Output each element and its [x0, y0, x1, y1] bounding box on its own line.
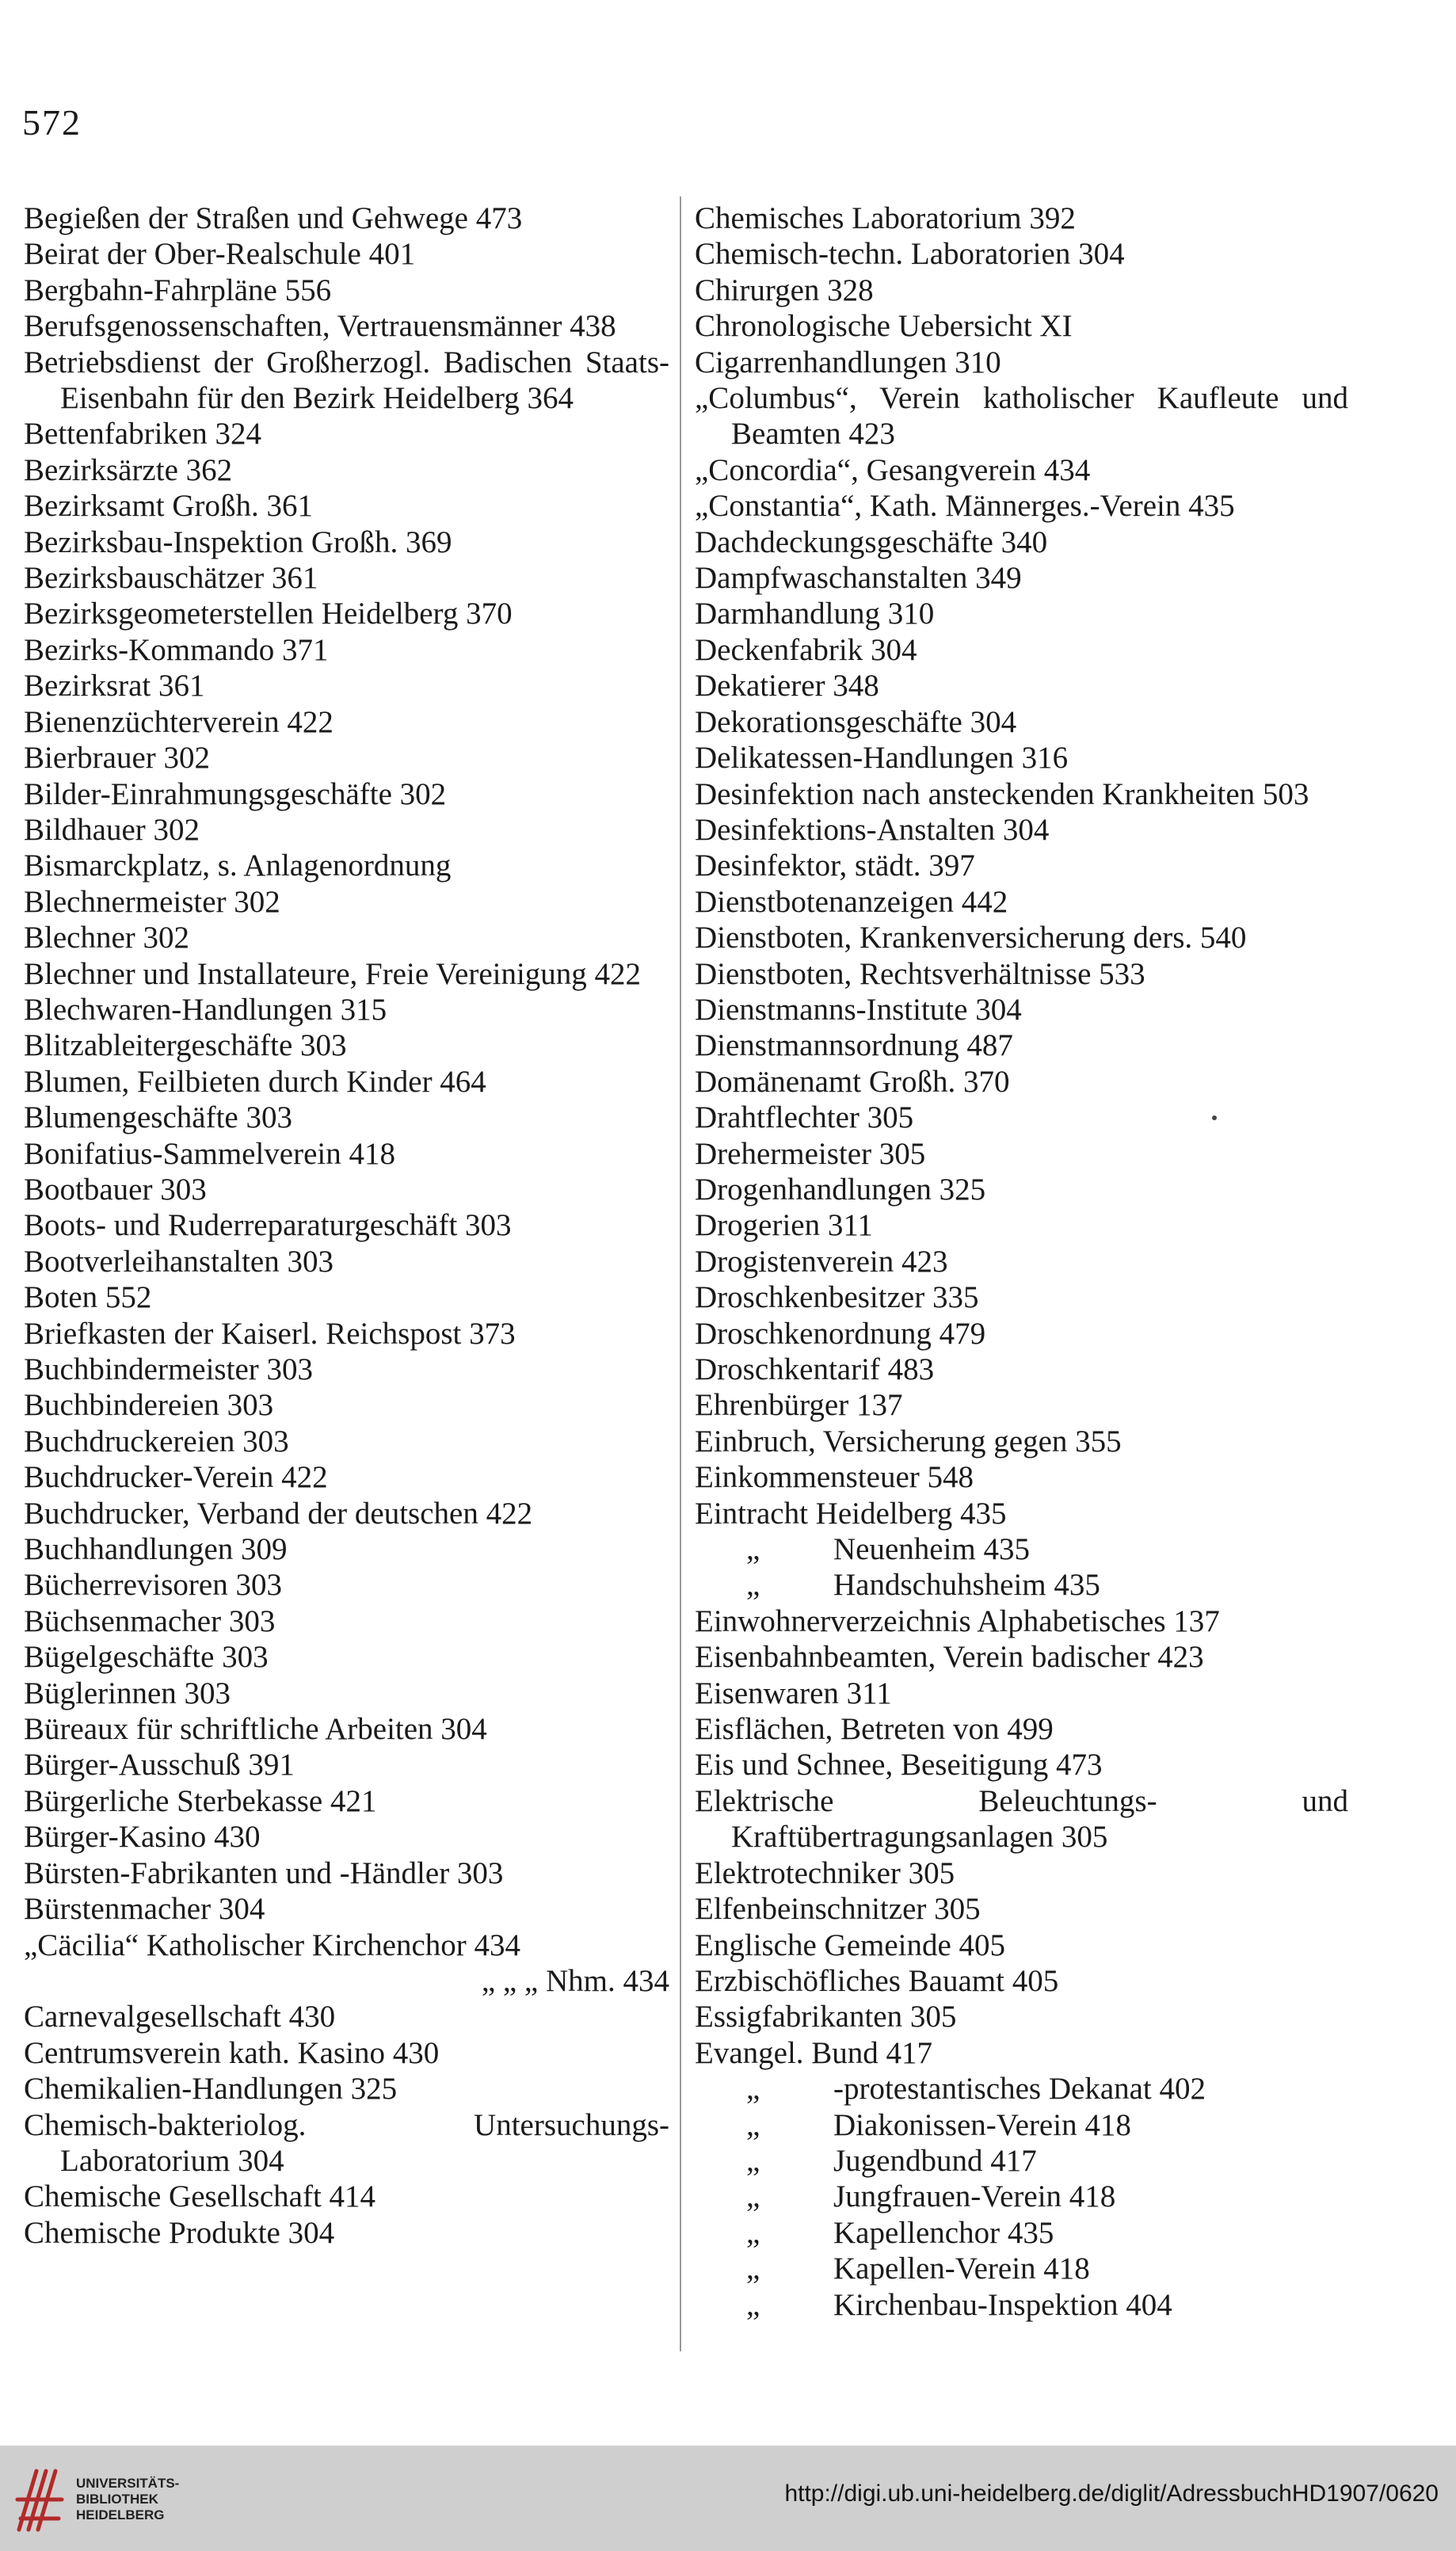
index-entry — [24, 668, 669, 704]
index-entry — [695, 273, 1348, 308]
index-entry — [695, 2035, 1348, 2071]
ditto-mark: „ — [746, 1532, 760, 1567]
index-entry — [695, 2215, 1348, 2251]
index-entry-text: Beirat der Ober-Realschule 401 — [24, 237, 416, 272]
index-entry-text: Drahtflechter 305 — [695, 1100, 914, 1135]
index-entry-text: Blitzableitergeschäfte 303 — [24, 1028, 347, 1063]
footer-bar — [0, 2446, 1456, 2551]
index-entry — [24, 1316, 669, 1352]
index-entry — [695, 812, 1348, 848]
index-entry-text: „Columbus“, Verein katholischer Kaufleute und Beamten 423 — [695, 381, 1348, 452]
index-entry-text: Buchhandlungen 309 — [24, 1532, 288, 1567]
index-entry-text: Chemisch-bakteriolog. Untersuchungs-Laboratorium 304 — [24, 2107, 669, 2178]
index-entry-text: Elfenbeinschnitzer 305 — [695, 1892, 981, 1927]
index-entry-text: Dienstbotenanzeigen 442 — [695, 884, 1008, 919]
index-entry-text: Deckenfabrik 304 — [695, 632, 917, 667]
index-entry — [695, 2071, 1348, 2107]
index-entry — [24, 1963, 669, 1999]
index-entry — [695, 884, 1348, 920]
ditto-mark: „ — [746, 2179, 760, 2214]
index-entry — [24, 1352, 669, 1387]
index-entry-text: Bügelgeschäfte 303 — [24, 1640, 269, 1675]
index-entry — [24, 1028, 669, 1063]
index-entry-text: Drogenhandlungen 325 — [695, 1172, 986, 1207]
index-entry — [695, 524, 1348, 560]
index-entry — [24, 308, 669, 344]
library-emblem-icon — [14, 2463, 65, 2534]
index-entry-text: Blumen, Feilbieten durch Kinder 464 — [24, 1064, 486, 1099]
index-entry-text: Bezirksrat 361 — [24, 669, 205, 704]
index-entry — [24, 1531, 669, 1567]
index-entry-text: Bezirksbau-Inspektion Großh. 369 — [24, 524, 452, 559]
index-entry — [24, 452, 669, 488]
index-entry — [695, 1999, 1348, 2034]
index-entry — [695, 920, 1348, 955]
index-entry — [695, 1855, 1348, 1891]
index-entry-text: Drogistenverein 423 — [695, 1244, 948, 1279]
index-entry-text: Blechwaren-Handlungen 315 — [24, 992, 387, 1027]
index-entry — [24, 273, 669, 308]
page-number: 572 — [22, 102, 82, 143]
index-entry — [24, 1567, 669, 1603]
index-entry — [695, 1244, 1348, 1279]
index-entry — [695, 452, 1348, 488]
index-entry-text: Englische Gemeinde 405 — [695, 1928, 1006, 1962]
index-entry — [695, 1064, 1348, 1100]
index-entry — [695, 488, 1348, 524]
column-divider — [680, 196, 681, 2351]
index-entry — [695, 1639, 1348, 1675]
index-entry-text: Betriebsdienst der Großherzogl. Badischen Staats-Eisenbahn für den Bezirk Heidelberg 364 — [24, 345, 669, 416]
index-entry — [24, 704, 669, 740]
index-entry-text: Boots- und Ruderreparaturgeschäft 303 — [24, 1208, 512, 1243]
index-entry-text: Chemisches Laboratorium 392 — [695, 201, 1076, 235]
index-entry-text: Diakonissen-Verein 418 — [833, 2107, 1131, 2142]
index-entry — [24, 992, 669, 1028]
index-entry-text: „Cäcilia“ Katholischer Kirchenchor 434 — [24, 1928, 520, 1962]
index-entry-text: Chemikalien-Handlungen 325 — [24, 2072, 398, 2107]
index-entry-text: Desinfektion nach ansteckenden Krankheiten 503 — [695, 776, 1309, 811]
index-entry — [695, 596, 1348, 631]
index-entry-text: Chronologische Uebersicht XI — [695, 309, 1073, 344]
index-entry — [695, 1316, 1348, 1352]
index-entry — [24, 416, 669, 452]
index-entry — [695, 2143, 1348, 2179]
index-entry — [695, 1747, 1348, 1783]
index-entry-text: Droschkenbesitzer 335 — [695, 1280, 979, 1315]
index-entry-text: Ehrenbürger 137 — [695, 1388, 903, 1423]
index-entry — [695, 1100, 1348, 1135]
index-entry — [24, 236, 669, 272]
index-entry — [695, 1711, 1348, 1747]
index-entry-text: Dienstmanns-Institute 304 — [695, 992, 1022, 1027]
index-entry-text: Bettenfabriken 324 — [24, 417, 261, 452]
library-name: UNIVERSITÄTS- BIBLIOTHEK HEIDELBERG — [76, 2476, 180, 2522]
index-entry — [24, 1603, 669, 1639]
index-entry-text: Bürgerliche Sterbekasse 421 — [24, 1783, 377, 1818]
index-entry-text: Buchdrucker-Verein 422 — [24, 1460, 328, 1495]
index-entry-text: Elektrotechniker 305 — [695, 1855, 955, 1890]
index-entry-text: Bezirksgeometerstellen Heidelberg 370 — [24, 597, 513, 631]
index-entry — [24, 1244, 669, 1279]
index-entry — [695, 1352, 1348, 1387]
index-entry — [24, 1424, 669, 1459]
index-entry-text: Dekatierer 348 — [695, 669, 879, 704]
index-entry — [24, 560, 669, 596]
index-entry — [695, 236, 1348, 272]
index-entry-text: -protestantisches Dekanat 402 — [833, 2072, 1206, 2107]
index-entry-text: Blechner und Installateure, Freie Vereinigung 422 — [24, 956, 642, 991]
index-column-left — [24, 200, 669, 2251]
index-entry — [695, 2107, 1348, 2143]
index-entry-text: Darmhandlung 310 — [695, 597, 935, 631]
index-entry-text: Büglerinnen 303 — [24, 1676, 231, 1710]
index-entry-text: Boten 552 — [24, 1280, 152, 1315]
index-entry-text: Bücherrevisoren 303 — [24, 1568, 282, 1603]
index-entry — [24, 920, 669, 955]
index-entry — [24, 956, 669, 992]
index-entry — [24, 2215, 669, 2251]
index-entry-text: Bismarckplatz, s. Anlagenordnung — [24, 848, 452, 883]
index-entry-text: Bildhauer 302 — [24, 812, 200, 847]
ditto-mark: „ — [746, 2287, 760, 2322]
index-entry-text: Eintracht Heidelberg 435 — [695, 1496, 1007, 1531]
index-entry-text: Bürger-Kasino 430 — [24, 1820, 261, 1855]
index-entry-text: Bezirksbauschätzer 361 — [24, 561, 318, 596]
index-entry-text: Bergbahn-Fahrpläne 556 — [24, 273, 332, 307]
index-entry-text: Bonifatius-Sammelverein 418 — [24, 1136, 395, 1171]
index-entry-text: Blumengeschäfte 303 — [24, 1100, 292, 1135]
index-entry — [695, 632, 1348, 668]
index-entry — [695, 1424, 1348, 1459]
index-entry — [695, 2179, 1348, 2214]
index-entry-text: Neuenheim 435 — [833, 1532, 1031, 1567]
index-entry — [24, 848, 669, 883]
index-entry-text: Jungfrauen-Verein 418 — [833, 2179, 1116, 2214]
index-entry-text: Drehermeister 305 — [695, 1136, 926, 1171]
index-entry — [695, 2251, 1348, 2286]
index-entry-text: Einwohnerverzeichnis Alphabetisches 137 — [695, 1603, 1220, 1638]
index-entry — [695, 704, 1348, 740]
index-entry-text: Evangel. Bund 417 — [695, 2035, 933, 2070]
index-entry — [24, 1279, 669, 1315]
index-entry-text: Desinfektor, städt. 397 — [695, 848, 975, 883]
index-entry-text: Droschkentarif 483 — [695, 1352, 935, 1386]
index-entry — [695, 345, 1348, 380]
index-entry — [695, 200, 1348, 236]
index-entry-text: Bürger-Ausschuß 391 — [24, 1748, 295, 1783]
index-entry-text: Chemisch-techn. Laboratorien 304 — [695, 237, 1125, 272]
index-entry-text: „Concordia“, Gesangverein 434 — [695, 452, 1091, 487]
index-entry — [24, 1928, 669, 1963]
index-entry — [695, 740, 1348, 776]
index-entry-text: Centrumsverein kath. Kasino 430 — [24, 2035, 440, 2070]
index-entry — [24, 2179, 669, 2214]
index-entry-text: Kirchenbau-Inspektion 404 — [833, 2287, 1172, 2322]
index-entry-text: Einkommensteuer 548 — [695, 1460, 974, 1495]
index-entry-text: Buchdruckereien 303 — [24, 1424, 289, 1459]
index-entry-text: Essigfabrikanten 305 — [695, 2000, 957, 2034]
index-entry-text: Jugendbund 417 — [833, 2143, 1037, 2178]
index-entry — [695, 560, 1348, 596]
index-entry — [24, 1855, 669, 1891]
index-entry — [695, 1172, 1348, 1207]
index-entry — [24, 1819, 669, 1855]
index-entry — [24, 345, 669, 417]
index-entry — [24, 1639, 669, 1675]
index-entry-text: Dachdeckungsgeschäfte 340 — [695, 524, 1048, 559]
index-entry — [24, 524, 669, 560]
index-entry — [24, 1783, 669, 1819]
index-entry — [24, 2107, 669, 2179]
ditto-mark: „ — [746, 2072, 760, 2107]
index-entry — [695, 308, 1348, 344]
index-entry — [24, 740, 669, 776]
index-entry — [695, 1603, 1348, 1639]
index-entry — [695, 1459, 1348, 1495]
index-entry-text: Erzbischöfliches Bauamt 405 — [695, 1963, 1059, 1998]
index-entry — [695, 1531, 1348, 1567]
index-entry-text: Bezirksärzte 362 — [24, 452, 233, 487]
index-entry — [695, 992, 1348, 1028]
index-entry-text: Bienenzüchterverein 422 — [24, 704, 334, 739]
index-entry — [695, 1567, 1348, 1603]
index-entry — [24, 1207, 669, 1243]
index-entry — [24, 200, 669, 236]
index-entry-text: Elektrische Beleuchtungs- und Kraftübertragungsanlagen 305 — [695, 1783, 1348, 1855]
index-entry — [695, 668, 1348, 704]
index-entry-text: Domänenamt Großh. 370 — [695, 1064, 1010, 1099]
source-url-link[interactable]: http://digi.ub.uni-heidelberg.de/diglit/AdressbuchHD1907/0620 — [784, 2480, 1439, 2507]
ditto-mark: „ — [746, 1568, 760, 1603]
index-entry — [695, 1387, 1348, 1423]
index-entry — [695, 1783, 1348, 1855]
index-entry-text: Bootbauer 303 — [24, 1172, 207, 1207]
index-entry-text: Bezirksamt Großh. 361 — [24, 489, 314, 524]
index-entry-text: Büreaux für schriftliche Arbeiten 304 — [24, 1712, 487, 1747]
index-entry-text: Buchbindermeister 303 — [24, 1352, 313, 1386]
index-entry-text: Chemische Gesellschaft 414 — [24, 2179, 376, 2214]
index-entry-text: „Constantia“, Kath. Männerges.-Verein 435 — [695, 489, 1235, 524]
index-entry-text: Dampfwaschanstalten 349 — [695, 561, 1022, 596]
index-entry-text: Dienstboten, Krankenversicherung ders. 540 — [695, 921, 1247, 955]
index-entry-text: Buchdrucker, Verband der deutschen 422 — [24, 1496, 533, 1531]
ditto-mark: „ — [746, 2252, 760, 2286]
index-entry-text: Bürstenmacher 304 — [24, 1892, 265, 1927]
index-entry-text: Dienstboten, Rechtsverhältnisse 533 — [695, 956, 1145, 991]
index-entry — [24, 1064, 669, 1100]
ditto-mark: „ — [746, 2107, 760, 2142]
index-entry — [24, 1136, 669, 1172]
index-entry — [24, 1172, 669, 1207]
index-entry-text: Eisenwaren 311 — [695, 1676, 892, 1710]
index-entry-text: Buchbindereien 303 — [24, 1388, 274, 1423]
index-entry-text: Büchsenmacher 303 — [24, 1603, 276, 1638]
print-speck — [1212, 1115, 1217, 1120]
index-entry — [24, 1387, 669, 1423]
index-entry — [24, 632, 669, 668]
index-entry — [695, 848, 1348, 883]
index-entry-text: Desinfektions-Anstalten 304 — [695, 812, 1050, 847]
index-entry-text: Kapellenchor 435 — [833, 2215, 1054, 2250]
ditto-mark: „ — [746, 2215, 760, 2250]
index-entry — [24, 884, 669, 920]
index-entry — [24, 1711, 669, 1747]
index-entry-text: Bilder-Einrahmungsgeschäfte 302 — [24, 776, 447, 811]
index-entry — [24, 1496, 669, 1531]
index-entry-text: Blechner 302 — [24, 921, 190, 955]
index-entry — [695, 1496, 1348, 1531]
index-entry — [24, 2071, 669, 2107]
index-entry — [24, 488, 669, 524]
index-entry — [24, 776, 669, 812]
index-entry — [695, 1928, 1348, 1963]
index-entry — [695, 1028, 1348, 1063]
index-entry — [695, 380, 1348, 452]
index-entry-text: Kapellen-Verein 418 — [833, 2252, 1090, 2286]
index-entry — [24, 1891, 669, 1927]
index-entry-text: Handschuhsheim 435 — [833, 1568, 1100, 1603]
index-entry-text: Delikatessen-Handlungen 316 — [695, 741, 1069, 776]
index-entry-text: Eisenbahnbeamten, Verein badischer 423 — [695, 1640, 1204, 1675]
index-column-right — [695, 200, 1348, 2323]
index-entry — [695, 2287, 1348, 2323]
index-entry-text: Chirurgen 328 — [695, 273, 874, 307]
index-entry — [695, 1676, 1348, 1711]
index-entry-text: Dekorationsgeschäfte 304 — [695, 704, 1017, 739]
index-entry-text: „ „ „ Nhm. 434 — [481, 1963, 669, 1998]
index-entry-text: Bürsten-Fabrikanten und -Händler 303 — [24, 1855, 504, 1890]
index-entry — [24, 1747, 669, 1783]
index-entry — [24, 1100, 669, 1135]
index-entry-text: Einbruch, Versicherung gegen 355 — [695, 1424, 1122, 1459]
index-entry-text: Eisflächen, Betreten von 499 — [695, 1712, 1054, 1747]
index-entry-text: Blechnermeister 302 — [24, 884, 280, 919]
index-entry — [695, 1207, 1348, 1243]
index-entry-text: Begießen der Straßen und Gehwege 473 — [24, 201, 523, 235]
index-entry — [24, 1999, 669, 2034]
index-entry — [24, 2035, 669, 2071]
index-entry-text: Drogerien 311 — [695, 1208, 873, 1243]
index-entry-text: Dienstmannsordnung 487 — [695, 1028, 1013, 1063]
index-entry-text: Chemische Produkte 304 — [24, 2215, 335, 2250]
index-entry — [695, 1963, 1348, 1999]
index-entry — [695, 956, 1348, 992]
index-entry-text: Bierbrauer 302 — [24, 741, 210, 776]
index-entry-text: Bezirks-Kommando 371 — [24, 632, 329, 667]
index-entry-text: Berufsgenossenschaften, Vertrauensmänner 438 — [24, 309, 616, 344]
index-entry — [695, 1136, 1348, 1172]
index-entry — [24, 1459, 669, 1495]
library-logo[interactable] — [14, 2460, 196, 2539]
index-entry — [695, 776, 1348, 812]
index-entry-text: Droschkenordnung 479 — [695, 1316, 986, 1351]
index-entry-text: Briefkasten der Kaiserl. Reichspost 373 — [24, 1316, 516, 1351]
index-entry-text: Eis und Schnee, Beseitigung 473 — [695, 1748, 1103, 1783]
index-entry — [24, 812, 669, 848]
ditto-mark: „ — [746, 2143, 760, 2178]
index-entry-text: Bootverleihanstalten 303 — [24, 1244, 334, 1279]
index-entry — [695, 1279, 1348, 1315]
index-entry — [24, 596, 669, 631]
index-entry-text: Carnevalgesellschaft 430 — [24, 2000, 336, 2034]
index-entry — [24, 1676, 669, 1711]
index-entry-text: Cigarrenhandlungen 310 — [695, 345, 1001, 379]
index-entry — [695, 1891, 1348, 1927]
